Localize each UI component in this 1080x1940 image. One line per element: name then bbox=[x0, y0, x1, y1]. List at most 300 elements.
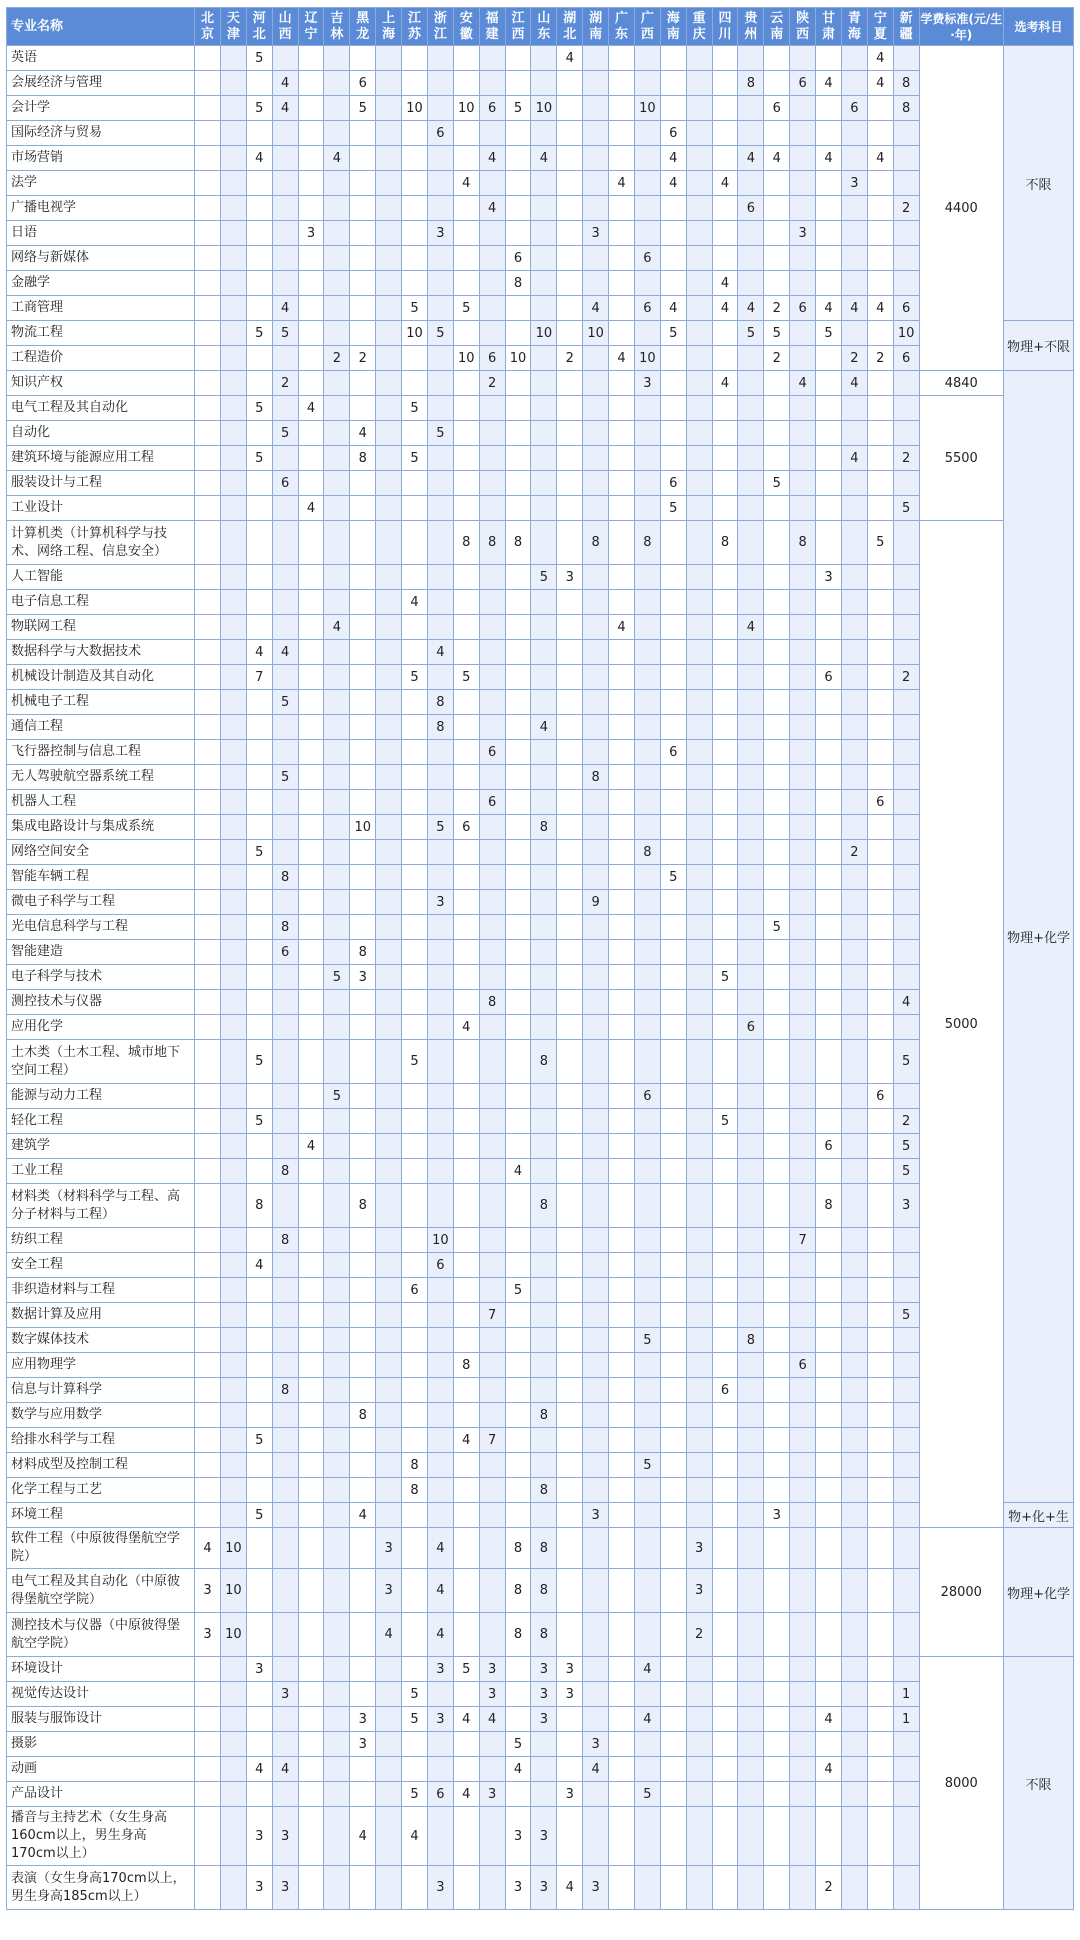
enrollment-count-cell bbox=[583, 740, 609, 765]
enrollment-count-cell bbox=[764, 1428, 790, 1453]
enrollment-count-cell: 10 bbox=[350, 815, 376, 840]
enrollment-count-cell: 1 bbox=[893, 1682, 919, 1707]
enrollment-count-cell: 3 bbox=[479, 1782, 505, 1807]
enrollment-count-cell bbox=[609, 1328, 635, 1353]
enrollment-count-cell bbox=[764, 196, 790, 221]
enrollment-count-cell bbox=[557, 1084, 583, 1109]
enrollment-count-cell bbox=[505, 1503, 531, 1528]
enrollment-count-cell bbox=[272, 1503, 298, 1528]
enrollment-count-cell bbox=[816, 1084, 842, 1109]
enrollment-count-cell bbox=[402, 1328, 428, 1353]
enrollment-count-cell bbox=[350, 590, 376, 615]
table-row bbox=[7, 121, 1074, 146]
enrollment-count-cell bbox=[893, 915, 919, 940]
enrollment-count-cell bbox=[453, 1253, 479, 1278]
enrollment-count-cell bbox=[376, 46, 402, 71]
enrollment-count-cell bbox=[867, 1303, 893, 1328]
enrollment-count-cell bbox=[609, 146, 635, 171]
enrollment-count-cell bbox=[453, 146, 479, 171]
enrollment-count-cell bbox=[790, 1757, 816, 1782]
enrollment-count-cell bbox=[531, 71, 557, 96]
enrollment-count-cell bbox=[816, 1253, 842, 1278]
enrollment-count-cell bbox=[453, 965, 479, 990]
enrollment-count-cell bbox=[220, 1109, 246, 1134]
enrollment-count-cell bbox=[712, 690, 738, 715]
enrollment-count-cell bbox=[738, 565, 764, 590]
enrollment-count-cell bbox=[195, 96, 221, 121]
province-header: 山西 bbox=[272, 8, 298, 46]
enrollment-count-cell bbox=[350, 665, 376, 690]
enrollment-count-cell bbox=[220, 1428, 246, 1453]
enrollment-count-cell bbox=[609, 496, 635, 521]
enrollment-count-cell bbox=[712, 940, 738, 965]
enrollment-count-cell bbox=[738, 1109, 764, 1134]
enrollment-count-cell bbox=[660, 46, 686, 71]
enrollment-count-cell bbox=[272, 840, 298, 865]
enrollment-count-cell bbox=[531, 1015, 557, 1040]
enrollment-count-cell bbox=[738, 690, 764, 715]
enrollment-count-cell: 5 bbox=[246, 396, 272, 421]
enrollment-count-cell bbox=[427, 590, 453, 615]
enrollment-count-cell bbox=[195, 521, 221, 565]
enrollment-count-cell bbox=[609, 71, 635, 96]
enrollment-count-cell bbox=[453, 321, 479, 346]
enrollment-count-cell bbox=[712, 1278, 738, 1303]
enrollment-count-cell bbox=[712, 815, 738, 840]
enrollment-count-cell bbox=[790, 1428, 816, 1453]
enrollment-count-cell bbox=[220, 271, 246, 296]
enrollment-count-cell: 8 bbox=[790, 521, 816, 565]
enrollment-count-cell bbox=[479, 221, 505, 246]
enrollment-count-cell bbox=[660, 765, 686, 790]
enrollment-count-cell bbox=[893, 146, 919, 171]
enrollment-count-cell bbox=[505, 371, 531, 396]
enrollment-count-cell: 5 bbox=[324, 965, 350, 990]
enrollment-count-cell: 4 bbox=[479, 1707, 505, 1732]
enrollment-count-cell bbox=[867, 1682, 893, 1707]
enrollment-count-cell: 5 bbox=[402, 665, 428, 690]
enrollment-count-cell bbox=[583, 865, 609, 890]
enrollment-count-cell: 4 bbox=[738, 296, 764, 321]
enrollment-count-cell bbox=[634, 471, 660, 496]
enrollment-count-cell: 8 bbox=[583, 521, 609, 565]
enrollment-count-cell: 8 bbox=[402, 1478, 428, 1503]
enrollment-count-cell: 6 bbox=[841, 96, 867, 121]
enrollment-count-cell: 3 bbox=[195, 1569, 221, 1613]
enrollment-count-cell bbox=[427, 565, 453, 590]
enrollment-count-cell: 4 bbox=[557, 1866, 583, 1910]
enrollment-count-cell bbox=[505, 1040, 531, 1084]
province-header: 海南 bbox=[660, 8, 686, 46]
enrollment-count-cell: 5 bbox=[272, 421, 298, 446]
enrollment-count-cell bbox=[764, 521, 790, 565]
enrollment-count-cell: 4 bbox=[738, 615, 764, 640]
enrollment-count-cell: 4 bbox=[634, 1707, 660, 1732]
table-row bbox=[7, 590, 1074, 615]
enrollment-count-cell bbox=[660, 1328, 686, 1353]
enrollment-count-cell bbox=[686, 246, 712, 271]
enrollment-count-cell bbox=[686, 990, 712, 1015]
enrollment-count-cell bbox=[220, 1453, 246, 1478]
enrollment-count-cell bbox=[660, 790, 686, 815]
major-name-cell: 网络与新媒体 bbox=[7, 246, 195, 271]
enrollment-count-cell bbox=[505, 615, 531, 640]
enrollment-count-cell bbox=[867, 690, 893, 715]
enrollment-count-cell bbox=[246, 1228, 272, 1253]
enrollment-count-cell bbox=[634, 146, 660, 171]
enrollment-count-cell bbox=[479, 1184, 505, 1228]
enrollment-count-cell bbox=[220, 1707, 246, 1732]
enrollment-count-cell: 10 bbox=[220, 1613, 246, 1657]
enrollment-count-cell bbox=[220, 1378, 246, 1403]
enrollment-count-cell bbox=[195, 1040, 221, 1084]
enrollment-count-cell bbox=[402, 1228, 428, 1253]
province-header: 北京 bbox=[195, 8, 221, 46]
enrollment-count-cell: 4 bbox=[427, 1528, 453, 1569]
enrollment-count-cell: 3 bbox=[557, 1782, 583, 1807]
enrollment-count-cell bbox=[220, 1015, 246, 1040]
enrollment-count-cell: 7 bbox=[790, 1228, 816, 1253]
enrollment-count-cell bbox=[764, 1528, 790, 1569]
enrollment-count-cell bbox=[376, 1757, 402, 1782]
enrollment-count-cell bbox=[376, 471, 402, 496]
enrollment-count-cell bbox=[686, 940, 712, 965]
enrollment-count-cell bbox=[738, 171, 764, 196]
enrollment-count-cell: 2 bbox=[816, 1866, 842, 1910]
enrollment-count-cell bbox=[220, 640, 246, 665]
enrollment-count-cell bbox=[634, 221, 660, 246]
enrollment-count-cell bbox=[790, 1528, 816, 1569]
table-row bbox=[7, 1757, 1074, 1782]
enrollment-count-cell bbox=[634, 271, 660, 296]
enrollment-count-cell: 4 bbox=[609, 346, 635, 371]
enrollment-count-cell bbox=[841, 521, 867, 565]
table-row bbox=[7, 1453, 1074, 1478]
enrollment-count-cell bbox=[505, 765, 531, 790]
enrollment-count-cell bbox=[479, 890, 505, 915]
enrollment-count-cell bbox=[557, 246, 583, 271]
enrollment-count-cell bbox=[220, 765, 246, 790]
major-name-cell: 市场营销 bbox=[7, 146, 195, 171]
enrollment-count-cell bbox=[686, 221, 712, 246]
enrollment-count-cell bbox=[764, 371, 790, 396]
enrollment-count-cell bbox=[272, 665, 298, 690]
province-header: 浙江 bbox=[427, 8, 453, 46]
enrollment-count-cell: 3 bbox=[505, 1807, 531, 1866]
enrollment-count-cell bbox=[557, 1403, 583, 1428]
enrollment-count-cell: 3 bbox=[376, 1528, 402, 1569]
enrollment-count-cell bbox=[609, 865, 635, 890]
enrollment-count-cell bbox=[893, 1328, 919, 1353]
enrollment-count-cell: 3 bbox=[583, 221, 609, 246]
enrollment-count-cell bbox=[505, 1353, 531, 1378]
enrollment-count-cell bbox=[195, 665, 221, 690]
enrollment-count-cell bbox=[867, 196, 893, 221]
major-name-cell: 法学 bbox=[7, 171, 195, 196]
enrollment-count-cell bbox=[686, 865, 712, 890]
enrollment-count-cell bbox=[583, 1378, 609, 1403]
major-name-cell: 应用物理学 bbox=[7, 1353, 195, 1378]
table-row bbox=[7, 640, 1074, 665]
enrollment-count-cell: 6 bbox=[479, 346, 505, 371]
enrollment-count-cell bbox=[220, 815, 246, 840]
enrollment-count-cell bbox=[298, 1278, 324, 1303]
enrollment-count-cell bbox=[427, 1428, 453, 1453]
enrollment-count-cell bbox=[893, 1757, 919, 1782]
enrollment-count-cell bbox=[350, 1040, 376, 1084]
enrollment-count-cell bbox=[453, 1682, 479, 1707]
enrollment-count-cell bbox=[427, 1134, 453, 1159]
enrollment-count-cell bbox=[893, 1569, 919, 1613]
enrollment-count-cell: 3 bbox=[272, 1682, 298, 1707]
enrollment-count-cell bbox=[453, 1084, 479, 1109]
enrollment-count-cell bbox=[298, 1403, 324, 1428]
enrollment-count-cell bbox=[324, 421, 350, 446]
tuition-fee-cell: 4840 bbox=[919, 371, 1004, 396]
enrollment-count-cell bbox=[738, 1613, 764, 1657]
enrollment-count-cell bbox=[790, 1403, 816, 1428]
enrollment-count-cell bbox=[298, 471, 324, 496]
enrollment-count-cell bbox=[583, 1184, 609, 1228]
enrollment-count-cell bbox=[195, 965, 221, 990]
enrollment-count-cell bbox=[660, 1353, 686, 1378]
enrollment-count-cell bbox=[609, 965, 635, 990]
enrollment-count-cell bbox=[867, 221, 893, 246]
enrollment-count-cell bbox=[790, 840, 816, 865]
enrollment-count-cell bbox=[427, 1732, 453, 1757]
enrollment-count-cell bbox=[867, 1403, 893, 1428]
enrollment-count-cell bbox=[867, 590, 893, 615]
enrollment-count-cell: 6 bbox=[867, 1084, 893, 1109]
enrollment-count-cell bbox=[272, 1528, 298, 1569]
enrollment-count-cell bbox=[660, 1084, 686, 1109]
enrollment-count-cell bbox=[427, 1109, 453, 1134]
enrollment-count-cell bbox=[220, 690, 246, 715]
enrollment-count-cell bbox=[660, 1528, 686, 1569]
enrollment-count-cell bbox=[764, 1682, 790, 1707]
enrollment-count-cell bbox=[324, 471, 350, 496]
enrollment-count-cell bbox=[867, 1707, 893, 1732]
enrollment-count-cell bbox=[220, 1657, 246, 1682]
enrollment-count-cell: 5 bbox=[427, 421, 453, 446]
table-row bbox=[7, 915, 1074, 940]
enrollment-count-cell bbox=[686, 915, 712, 940]
enrollment-count-cell bbox=[557, 890, 583, 915]
enrollment-count-cell bbox=[531, 840, 557, 865]
enrollment-count-cell bbox=[195, 146, 221, 171]
enrollment-count-cell bbox=[402, 890, 428, 915]
major-name-cell: 建筑环境与能源应用工程 bbox=[7, 446, 195, 471]
enrollment-count-cell bbox=[764, 890, 790, 915]
enrollment-count-cell bbox=[505, 1084, 531, 1109]
table-row bbox=[7, 271, 1074, 296]
enrollment-count-cell bbox=[195, 1866, 221, 1910]
enrollment-count-cell bbox=[841, 1278, 867, 1303]
enrollment-count-cell bbox=[220, 96, 246, 121]
major-name-cell: 物联网工程 bbox=[7, 615, 195, 640]
enrollment-count-cell bbox=[660, 1707, 686, 1732]
enrollment-count-cell bbox=[376, 590, 402, 615]
enrollment-count-cell bbox=[557, 1757, 583, 1782]
table-row bbox=[7, 565, 1074, 590]
enrollment-count-cell bbox=[867, 1478, 893, 1503]
enrollment-count-cell bbox=[764, 421, 790, 446]
enrollment-count-cell bbox=[272, 446, 298, 471]
enrollment-count-cell: 8 bbox=[350, 446, 376, 471]
enrollment-count-cell bbox=[686, 1757, 712, 1782]
enrollment-count-cell bbox=[324, 171, 350, 196]
enrollment-count-cell: 8 bbox=[712, 521, 738, 565]
enrollment-count-cell bbox=[686, 396, 712, 421]
enrollment-count-cell bbox=[816, 271, 842, 296]
enrollment-count-cell bbox=[505, 1707, 531, 1732]
enrollment-count-cell bbox=[427, 471, 453, 496]
enrollment-count-cell bbox=[634, 665, 660, 690]
enrollment-count-cell bbox=[738, 1503, 764, 1528]
enrollment-count-cell bbox=[634, 1278, 660, 1303]
enrollment-count-cell bbox=[841, 790, 867, 815]
enrollment-count-cell bbox=[764, 396, 790, 421]
enrollment-count-cell bbox=[505, 446, 531, 471]
enrollment-count-cell bbox=[764, 496, 790, 521]
enrollment-count-cell bbox=[350, 1757, 376, 1782]
enrollment-count-cell bbox=[634, 740, 660, 765]
enrollment-count-cell bbox=[505, 396, 531, 421]
enrollment-count-cell: 6 bbox=[427, 1253, 453, 1278]
enrollment-count-cell bbox=[790, 1569, 816, 1613]
enrollment-count-cell: 10 bbox=[634, 96, 660, 121]
enrollment-count-cell bbox=[376, 196, 402, 221]
enrollment-count-cell bbox=[220, 715, 246, 740]
enrollment-count-cell bbox=[712, 1503, 738, 1528]
enrollment-count-cell: 4 bbox=[841, 296, 867, 321]
enrollment-count-cell bbox=[220, 1084, 246, 1109]
enrollment-count-cell bbox=[764, 246, 790, 271]
enrollment-count-cell bbox=[220, 1503, 246, 1528]
enrollment-count-cell bbox=[272, 1732, 298, 1757]
enrollment-count-cell: 6 bbox=[479, 790, 505, 815]
province-header: 陕西 bbox=[790, 8, 816, 46]
enrollment-count-cell bbox=[634, 1040, 660, 1084]
enrollment-count-cell: 5 bbox=[712, 965, 738, 990]
enrollment-count-cell bbox=[712, 196, 738, 221]
table-row bbox=[7, 446, 1074, 471]
enrollment-count-cell bbox=[298, 640, 324, 665]
enrollment-count-cell bbox=[867, 1378, 893, 1403]
enrollment-count-cell bbox=[195, 840, 221, 865]
enrollment-count-cell bbox=[816, 1807, 842, 1866]
enrollment-count-cell bbox=[298, 715, 324, 740]
enrollment-count-cell bbox=[220, 71, 246, 96]
major-name-cell: 电气工程及其自动化（中原彼得堡航空学院） bbox=[7, 1569, 195, 1613]
enrollment-count-cell bbox=[841, 1613, 867, 1657]
enrollment-count-cell bbox=[712, 1866, 738, 1910]
table-row bbox=[7, 496, 1074, 521]
enrollment-count-cell bbox=[686, 1478, 712, 1503]
enrollment-count-cell bbox=[557, 865, 583, 890]
enrollment-count-cell bbox=[841, 690, 867, 715]
enrollment-count-cell bbox=[583, 1807, 609, 1866]
enrollment-count-cell bbox=[350, 1613, 376, 1657]
enrollment-count-cell bbox=[324, 1228, 350, 1253]
enrollment-count-cell bbox=[764, 1159, 790, 1184]
enrollment-count-cell bbox=[609, 790, 635, 815]
enrollment-count-cell bbox=[660, 615, 686, 640]
enrollment-count-cell bbox=[479, 1866, 505, 1910]
enrollment-count-cell bbox=[427, 1040, 453, 1084]
enrollment-count-cell bbox=[738, 815, 764, 840]
enrollment-count-cell: 4 bbox=[893, 990, 919, 1015]
enrollment-count-cell bbox=[453, 46, 479, 71]
enrollment-count-cell bbox=[298, 446, 324, 471]
enrollment-count-cell bbox=[738, 1866, 764, 1910]
enrollment-count-cell bbox=[764, 590, 790, 615]
enrollment-count-cell bbox=[195, 765, 221, 790]
enrollment-count-cell bbox=[402, 371, 428, 396]
major-name-cell: 电子信息工程 bbox=[7, 590, 195, 615]
enrollment-count-cell bbox=[402, 715, 428, 740]
enrollment-count-cell bbox=[583, 1428, 609, 1453]
province-header: 贵州 bbox=[738, 8, 764, 46]
enrollment-count-cell bbox=[816, 96, 842, 121]
enrollment-count-cell bbox=[764, 965, 790, 990]
major-name-cell: 智能建造 bbox=[7, 940, 195, 965]
enrollment-count-cell bbox=[402, 1378, 428, 1403]
enrollment-count-cell bbox=[453, 1453, 479, 1478]
enrollment-count-cell bbox=[686, 1403, 712, 1428]
enrollment-count-cell bbox=[686, 1682, 712, 1707]
enrollment-count-cell bbox=[324, 1109, 350, 1134]
enrollment-count-cell bbox=[557, 371, 583, 396]
enrollment-count-cell bbox=[557, 121, 583, 146]
table-row bbox=[7, 1866, 1074, 1910]
enrollment-count-cell bbox=[505, 815, 531, 840]
enrollment-count-cell bbox=[557, 271, 583, 296]
enrollment-count-cell bbox=[764, 615, 790, 640]
enrollment-count-cell bbox=[609, 96, 635, 121]
enrollment-count-cell bbox=[272, 1328, 298, 1353]
enrollment-count-cell bbox=[376, 890, 402, 915]
enrollment-count-cell bbox=[246, 171, 272, 196]
subject-requirement-cell: 不限 bbox=[1004, 46, 1074, 321]
enrollment-count-cell: 4 bbox=[660, 296, 686, 321]
enrollment-count-cell bbox=[557, 221, 583, 246]
enrollment-count-cell bbox=[583, 1109, 609, 1134]
enrollment-count-cell bbox=[634, 196, 660, 221]
enrollment-count-cell bbox=[660, 965, 686, 990]
enrollment-count-cell bbox=[557, 146, 583, 171]
enrollment-count-cell bbox=[738, 496, 764, 521]
enrollment-count-cell bbox=[609, 1378, 635, 1403]
enrollment-count-cell bbox=[324, 1528, 350, 1569]
enrollment-count-cell bbox=[867, 715, 893, 740]
enrollment-count-cell bbox=[246, 990, 272, 1015]
enrollment-count-cell: 8 bbox=[427, 715, 453, 740]
enrollment-count-cell bbox=[505, 321, 531, 346]
enrollment-count-cell bbox=[712, 1528, 738, 1569]
enrollment-count-cell bbox=[609, 590, 635, 615]
enrollment-count-cell: 3 bbox=[195, 1613, 221, 1657]
enrollment-count-cell bbox=[246, 196, 272, 221]
enrollment-count-cell bbox=[453, 1303, 479, 1328]
enrollment-count-cell: 6 bbox=[893, 346, 919, 371]
enrollment-count-cell bbox=[298, 890, 324, 915]
enrollment-count-cell bbox=[686, 815, 712, 840]
enrollment-count-cell bbox=[686, 96, 712, 121]
enrollment-count-cell bbox=[427, 71, 453, 96]
enrollment-count-cell bbox=[453, 471, 479, 496]
enrollment-count-cell bbox=[195, 1378, 221, 1403]
